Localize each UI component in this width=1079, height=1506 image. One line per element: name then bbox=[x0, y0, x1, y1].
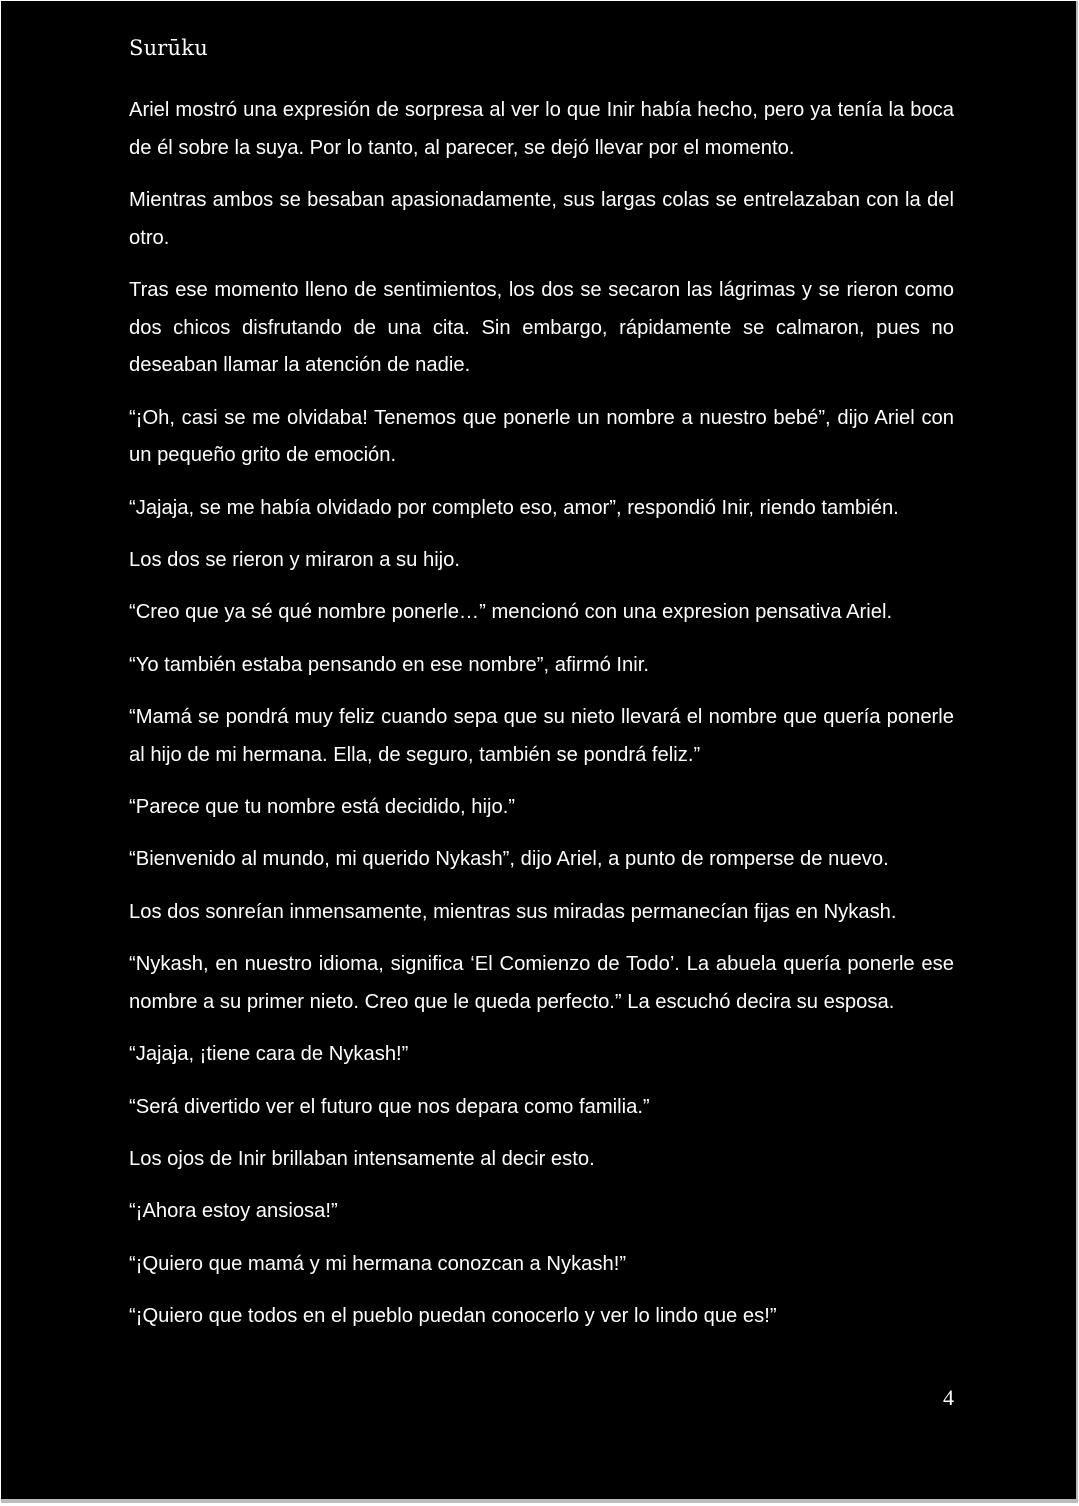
document-page bbox=[1, 1, 1078, 1503]
paragraph: Mientras ambos se besaban apasionadamente, sus largas colas se entrelazaban con la del otro. bbox=[129, 188, 954, 249]
paragraph: “¡Ahora estoy ansiosa!” bbox=[129, 1200, 338, 1223]
paragraph: “Será divertido ver el futuro que nos depara como familia.” bbox=[129, 1095, 650, 1118]
paragraph: “¡Quiero que todos en el pueblo puedan conocerlo y ver lo lindo que es!” bbox=[129, 1305, 777, 1328]
paragraph: “¡Quiero que mamá y mi hermana conozcan a Nykash!” bbox=[129, 1252, 627, 1275]
paragraph: “Nykash, en nuestro idioma, significa ‘El Comienzo de Todo’. La abuela quería ponerle ese nombre a su primer nieto. Creo que le queda perfecto.” La escuchó decira su esposa. bbox=[129, 953, 954, 1013]
paragraph: “Bienvenido al mundo, mi querido Nykash”, dijo Ariel, a punto de romperse de nuevo. bbox=[129, 848, 889, 871]
paragraph: “Parece que tu nombre está decidido, hijo.” bbox=[129, 796, 516, 819]
paragraph: “Mamá se pondrá muy feliz cuando sepa que su nieto llevará el nombre que quería ponerle al hijo de mi hermana. Ella, de seguro, también se pondrá feliz.” bbox=[129, 706, 954, 766]
paragraph: Los dos sonreían inmensamente, mientras sus miradas permanecían fijas en Nykash. bbox=[129, 900, 897, 923]
paragraph: “¡Oh, casi se me olvidaba! Tenemos que ponerle un nombre a nuestro bebé”, dijo Ariel con un pequeño grito de emoción. bbox=[129, 406, 954, 467]
paragraph: “Yo también estaba pensando en ese nombre”, afirmó Inir. bbox=[129, 653, 649, 676]
body-text bbox=[129, 92, 954, 1351]
paragraph: “Jajaja, ¡tiene cara de Nykash!” bbox=[129, 1043, 409, 1066]
paragraph: Los dos se rieron y miraron a su hijo. bbox=[129, 548, 461, 571]
paragraph: “Creo que ya sé qué nombre ponerle…” mencionó con una expresion pensativa Ariel. bbox=[129, 601, 893, 624]
paragraph: Tras ese momento lleno de sentimientos, los dos se secaron las lágrimas y se rieron como dos chicos disfrutando de una cita. Sin embargo, rápidamente se calmaron, pues no deseaban llamar la atención de nadie. bbox=[129, 278, 954, 377]
paragraph: “Jajaja, se me había olvidado por completo eso, amor”, respondió Inir, riendo también. bbox=[129, 496, 899, 519]
page-number: 4 bbox=[943, 1385, 954, 1410]
running-header-title: Surūku bbox=[129, 36, 208, 60]
paragraph: Los ojos de Inir brillaban intensamente al decir esto. bbox=[129, 1148, 595, 1171]
paragraph: Ariel mostró una expresión de sorpresa al ver lo que Inir había hecho, pero ya tenía la boca de él sobre la suya. Por lo tanto, al parecer, se dejó llevar por el momento. bbox=[129, 99, 954, 159]
